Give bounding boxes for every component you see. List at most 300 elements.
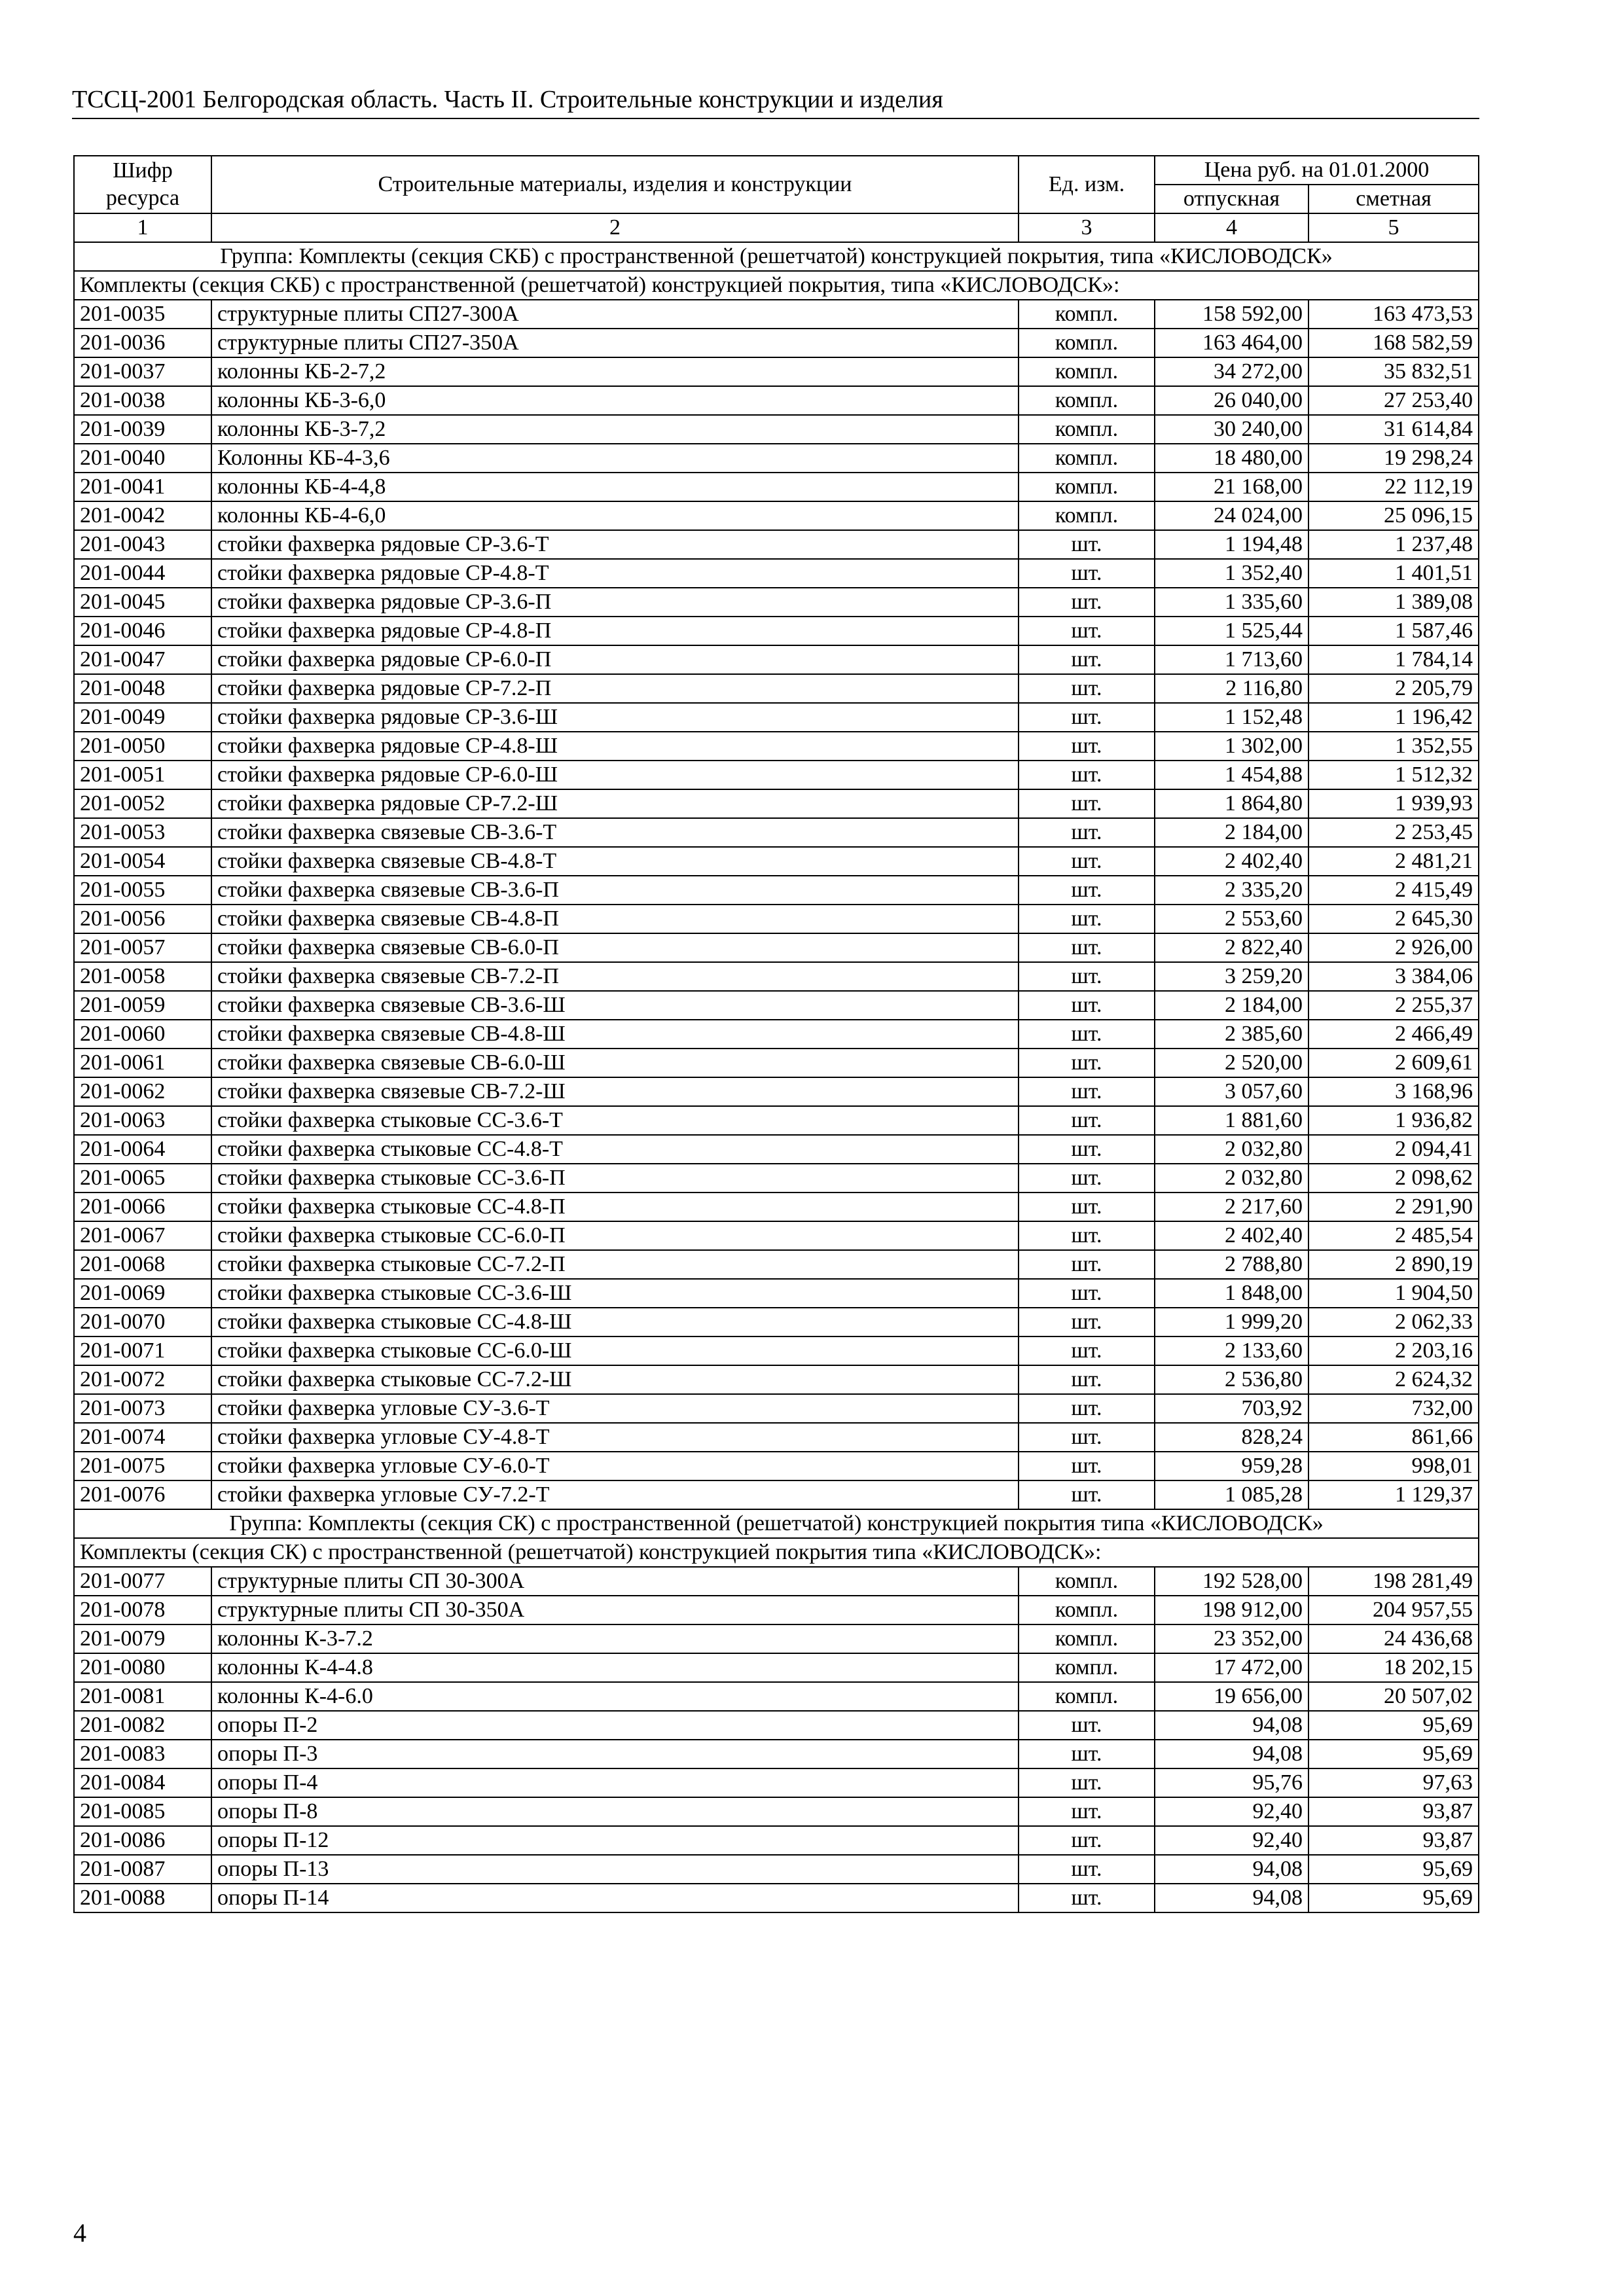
- estimate-price: 20 507,02: [1308, 1682, 1479, 1711]
- estimate-price: 2 645,30: [1308, 905, 1479, 933]
- estimate-price: 93,87: [1308, 1826, 1479, 1855]
- estimate-price: 1 936,82: [1308, 1106, 1479, 1135]
- unit: шт.: [1019, 1049, 1155, 1077]
- resource-code: 201-0087: [74, 1855, 211, 1884]
- estimate-price: 2 466,49: [1308, 1020, 1479, 1049]
- estimate-price: 168 582,59: [1308, 329, 1479, 357]
- resource-code: 201-0084: [74, 1768, 211, 1797]
- group-row: [74, 242, 1479, 271]
- unit: компл.: [1019, 1596, 1155, 1624]
- estimate-price: 1 129,37: [1308, 1480, 1479, 1509]
- estimate-price: 2 609,61: [1308, 1049, 1479, 1077]
- table-row: [74, 530, 1479, 559]
- unit: шт.: [1019, 1250, 1155, 1279]
- unit: шт.: [1019, 1423, 1155, 1452]
- table-row: [74, 674, 1479, 703]
- unit: шт.: [1019, 1711, 1155, 1740]
- item-name: колонны КБ-2-7,2: [211, 357, 1019, 386]
- table-row: [74, 1480, 1479, 1509]
- table-row: [74, 703, 1479, 732]
- resource-code: 201-0041: [74, 473, 211, 501]
- release-price: 2 520,00: [1155, 1049, 1308, 1077]
- release-price: 24 024,00: [1155, 501, 1308, 530]
- release-price: 2 184,00: [1155, 818, 1308, 847]
- estimate-price: 204 957,55: [1308, 1596, 1479, 1624]
- item-name: стойки фахверка рядовые СР-3.6-Ш: [211, 703, 1019, 732]
- unit: шт.: [1019, 905, 1155, 933]
- table-row: [74, 645, 1479, 674]
- table-row: [74, 1077, 1479, 1106]
- item-name: стойки фахверка стыковые СС-4.8-Т: [211, 1135, 1019, 1164]
- item-name: структурные плиты СП 30-350А: [211, 1596, 1019, 1624]
- resource-code: 201-0055: [74, 876, 211, 905]
- unit: шт.: [1019, 1394, 1155, 1423]
- unit: компл.: [1019, 1682, 1155, 1711]
- table-row: [74, 1855, 1479, 1884]
- item-name: стойки фахверка рядовые СР-6.0-Ш: [211, 761, 1019, 789]
- release-price: 2 184,00: [1155, 991, 1308, 1020]
- table-row: [74, 761, 1479, 789]
- estimate-price: 1 237,48: [1308, 530, 1479, 559]
- release-price: 2 553,60: [1155, 905, 1308, 933]
- table-row: [74, 1884, 1479, 1912]
- estimate-price: 2 255,37: [1308, 991, 1479, 1020]
- release-price: 703,92: [1155, 1394, 1308, 1423]
- estimate-price: 2 094,41: [1308, 1135, 1479, 1164]
- release-price: 2 032,80: [1155, 1164, 1308, 1193]
- unit: шт.: [1019, 1768, 1155, 1797]
- item-name: стойки фахверка рядовые СР-3.6-Т: [211, 530, 1019, 559]
- unit: шт.: [1019, 559, 1155, 588]
- table-row: [74, 905, 1479, 933]
- resource-code: 201-0081: [74, 1682, 211, 1711]
- table-row: [74, 415, 1479, 444]
- unit: компл.: [1019, 329, 1155, 357]
- resource-code: 201-0080: [74, 1653, 211, 1682]
- resource-code: 201-0086: [74, 1826, 211, 1855]
- table-row: [74, 329, 1479, 357]
- release-price: 94,08: [1155, 1740, 1308, 1768]
- unit: шт.: [1019, 847, 1155, 876]
- release-price: 1 302,00: [1155, 732, 1308, 761]
- column-number-row: [74, 213, 1479, 242]
- estimate-price: 93,87: [1308, 1797, 1479, 1826]
- unit: шт.: [1019, 1020, 1155, 1049]
- estimate-price: 1 401,51: [1308, 559, 1479, 588]
- estimate-price: 1 196,42: [1308, 703, 1479, 732]
- resource-code: 201-0045: [74, 588, 211, 617]
- release-price: 1 848,00: [1155, 1279, 1308, 1308]
- table-row: [74, 1452, 1479, 1480]
- release-price: 1 352,40: [1155, 559, 1308, 588]
- table-row: [74, 1768, 1479, 1797]
- estimate-price: 27 253,40: [1308, 386, 1479, 415]
- group-title: Группа: Комплекты (секция СКБ) с пространственной (решетчатой) конструкцией покрытия, типа «КИСЛОВОДСК»: [74, 242, 1479, 271]
- estimate-price: 2 203,16: [1308, 1336, 1479, 1365]
- resource-code: 201-0040: [74, 444, 211, 473]
- unit: шт.: [1019, 530, 1155, 559]
- estimate-price: 1 784,14: [1308, 645, 1479, 674]
- unit: шт.: [1019, 1077, 1155, 1106]
- release-price: 1 152,48: [1155, 703, 1308, 732]
- unit: компл.: [1019, 357, 1155, 386]
- release-price: 1 864,80: [1155, 789, 1308, 818]
- estimate-price: 18 202,15: [1308, 1653, 1479, 1682]
- item-name: стойки фахверка связевые СВ-4.8-Т: [211, 847, 1019, 876]
- item-name: стойки фахверка рядовые СР-4.8-Т: [211, 559, 1019, 588]
- column-number: 1: [74, 213, 211, 242]
- resource-code: 201-0083: [74, 1740, 211, 1768]
- estimate-price: 3 384,06: [1308, 962, 1479, 991]
- table-row: [74, 1049, 1479, 1077]
- code-column-header: Шифр ресурса: [74, 156, 211, 213]
- item-name: Колонны КБ-4-3,6: [211, 444, 1019, 473]
- item-name: стойки фахверка стыковые СС-7.2-Ш: [211, 1365, 1019, 1394]
- release-price: 959,28: [1155, 1452, 1308, 1480]
- item-name: опоры П-4: [211, 1768, 1019, 1797]
- item-name: структурные плиты СП27-350А: [211, 329, 1019, 357]
- item-name: структурные плиты СП 30-300А: [211, 1567, 1019, 1596]
- item-name: стойки фахверка угловые СУ-3.6-Т: [211, 1394, 1019, 1423]
- column-number: 2: [211, 213, 1019, 242]
- release-price: 34 272,00: [1155, 357, 1308, 386]
- resource-code: 201-0073: [74, 1394, 211, 1423]
- resource-code: 201-0070: [74, 1308, 211, 1336]
- resource-code: 201-0039: [74, 415, 211, 444]
- table-row: [74, 1423, 1479, 1452]
- table-row: [74, 1826, 1479, 1855]
- item-name: колонны К-3-7.2: [211, 1624, 1019, 1653]
- item-name: колонны КБ-3-7,2: [211, 415, 1019, 444]
- item-name: стойки фахверка стыковые СС-3.6-П: [211, 1164, 1019, 1193]
- resource-code: 201-0037: [74, 357, 211, 386]
- estimate-price: 3 168,96: [1308, 1077, 1479, 1106]
- table-row: [74, 1740, 1479, 1768]
- unit: компл.: [1019, 501, 1155, 530]
- table-row: [74, 617, 1479, 645]
- unit: шт.: [1019, 876, 1155, 905]
- item-name: колонны КБ-4-6,0: [211, 501, 1019, 530]
- item-name: колонны К-4-6.0: [211, 1682, 1019, 1711]
- release-price: 17 472,00: [1155, 1653, 1308, 1682]
- table-row: [74, 386, 1479, 415]
- release-price: 94,08: [1155, 1884, 1308, 1912]
- release-price: 30 240,00: [1155, 415, 1308, 444]
- table-row: [74, 732, 1479, 761]
- estimate-price-header: сметная: [1308, 185, 1479, 213]
- resource-code: 201-0054: [74, 847, 211, 876]
- item-name: стойки фахверка рядовые СР-4.8-Ш: [211, 732, 1019, 761]
- table-row: [74, 1308, 1479, 1336]
- unit: шт.: [1019, 1740, 1155, 1768]
- release-price: 2 217,60: [1155, 1193, 1308, 1221]
- resource-code: 201-0047: [74, 645, 211, 674]
- item-name: стойки фахверка связевые СВ-3.6-П: [211, 876, 1019, 905]
- item-name: опоры П-8: [211, 1797, 1019, 1826]
- resource-code: 201-0064: [74, 1135, 211, 1164]
- release-price: 23 352,00: [1155, 1624, 1308, 1653]
- release-price: 94,08: [1155, 1855, 1308, 1884]
- table-row: [74, 1567, 1479, 1596]
- estimate-price: 198 281,49: [1308, 1567, 1479, 1596]
- item-name: опоры П-2: [211, 1711, 1019, 1740]
- resource-code: 201-0069: [74, 1279, 211, 1308]
- unit: шт.: [1019, 674, 1155, 703]
- resource-code: 201-0053: [74, 818, 211, 847]
- estimate-price: 2 205,79: [1308, 674, 1479, 703]
- estimate-price: 2 890,19: [1308, 1250, 1479, 1279]
- item-name: стойки фахверка угловые СУ-4.8-Т: [211, 1423, 1019, 1452]
- item-name: стойки фахверка связевые СВ-3.6-Т: [211, 818, 1019, 847]
- subgroup-title: Комплекты (секция СК) с пространственной (решетчатой) конструкцией покрытия типа «КИСЛОВОДСК»:: [74, 1538, 1479, 1567]
- unit: шт.: [1019, 588, 1155, 617]
- release-price: 828,24: [1155, 1423, 1308, 1452]
- resource-code: 201-0051: [74, 761, 211, 789]
- release-price: 95,76: [1155, 1768, 1308, 1797]
- release-price: 18 480,00: [1155, 444, 1308, 473]
- unit: компл.: [1019, 444, 1155, 473]
- resource-code: 201-0035: [74, 300, 211, 329]
- resource-code: 201-0088: [74, 1884, 211, 1912]
- table-row: [74, 1394, 1479, 1423]
- item-name: стойки фахверка стыковые СС-4.8-Ш: [211, 1308, 1019, 1336]
- unit: шт.: [1019, 761, 1155, 789]
- release-price: 2 385,60: [1155, 1020, 1308, 1049]
- release-price: 19 656,00: [1155, 1682, 1308, 1711]
- resource-code: 201-0046: [74, 617, 211, 645]
- estimate-price: 95,69: [1308, 1884, 1479, 1912]
- release-price: 26 040,00: [1155, 386, 1308, 415]
- estimate-price: 2 485,54: [1308, 1221, 1479, 1250]
- item-name: колонны К-4-4.8: [211, 1653, 1019, 1682]
- subgroup-row: [74, 1538, 1479, 1567]
- unit: шт.: [1019, 1855, 1155, 1884]
- item-name: опоры П-13: [211, 1855, 1019, 1884]
- resource-code: 201-0078: [74, 1596, 211, 1624]
- estimate-price: 22 112,19: [1308, 473, 1479, 501]
- estimate-price: 732,00: [1308, 1394, 1479, 1423]
- unit: шт.: [1019, 1221, 1155, 1250]
- release-price: 2 402,40: [1155, 847, 1308, 876]
- item-name: колонны КБ-4-4,8: [211, 473, 1019, 501]
- resource-code: 201-0068: [74, 1250, 211, 1279]
- unit: шт.: [1019, 1106, 1155, 1135]
- unit: шт.: [1019, 732, 1155, 761]
- estimate-price: 2 481,21: [1308, 847, 1479, 876]
- unit: шт.: [1019, 703, 1155, 732]
- estimate-price: 1 389,08: [1308, 588, 1479, 617]
- estimate-price: 95,69: [1308, 1740, 1479, 1768]
- table-row: [74, 1135, 1479, 1164]
- release-price: 2 032,80: [1155, 1135, 1308, 1164]
- table-row: [74, 876, 1479, 905]
- unit: шт.: [1019, 962, 1155, 991]
- estimate-price: 95,69: [1308, 1711, 1479, 1740]
- release-price: 2 335,20: [1155, 876, 1308, 905]
- unit: шт.: [1019, 1336, 1155, 1365]
- table-row: [74, 1653, 1479, 1682]
- resource-code: 201-0065: [74, 1164, 211, 1193]
- unit: компл.: [1019, 415, 1155, 444]
- table-row: [74, 818, 1479, 847]
- release-price: 1 525,44: [1155, 617, 1308, 645]
- table-row: [74, 1250, 1479, 1279]
- price-column-header: Цена руб. на 01.01.2000: [1155, 156, 1479, 185]
- unit: шт.: [1019, 1884, 1155, 1912]
- table-row: [74, 1596, 1479, 1624]
- unit: шт.: [1019, 1135, 1155, 1164]
- resource-code: 201-0071: [74, 1336, 211, 1365]
- item-name: опоры П-12: [211, 1826, 1019, 1855]
- table-row: [74, 473, 1479, 501]
- release-price: 1 335,60: [1155, 588, 1308, 617]
- table-row: [74, 1279, 1479, 1308]
- item-name: стойки фахверка рядовые СР-6.0-П: [211, 645, 1019, 674]
- estimate-price: 1 939,93: [1308, 789, 1479, 818]
- unit: компл.: [1019, 300, 1155, 329]
- resource-code: 201-0075: [74, 1452, 211, 1480]
- item-name: стойки фахверка стыковые СС-3.6-Т: [211, 1106, 1019, 1135]
- item-name: стойки фахверка рядовые СР-7.2-П: [211, 674, 1019, 703]
- estimate-price: 1 904,50: [1308, 1279, 1479, 1308]
- release-price: 163 464,00: [1155, 329, 1308, 357]
- estimate-price: 2 062,33: [1308, 1308, 1479, 1336]
- release-price: 1 881,60: [1155, 1106, 1308, 1135]
- release-price: 92,40: [1155, 1797, 1308, 1826]
- release-price: 3 259,20: [1155, 962, 1308, 991]
- table-row: [74, 847, 1479, 876]
- item-name: стойки фахверка рядовые СР-4.8-П: [211, 617, 1019, 645]
- unit: шт.: [1019, 1452, 1155, 1480]
- item-name: стойки фахверка рядовые СР-3.6-П: [211, 588, 1019, 617]
- unit: шт.: [1019, 645, 1155, 674]
- resource-code: 201-0074: [74, 1423, 211, 1452]
- item-name: стойки фахверка стыковые СС-7.2-П: [211, 1250, 1019, 1279]
- item-name: стойки фахверка связевые СВ-7.2-П: [211, 962, 1019, 991]
- unit: шт.: [1019, 1480, 1155, 1509]
- unit: шт.: [1019, 933, 1155, 962]
- item-name: стойки фахверка связевые СВ-4.8-П: [211, 905, 1019, 933]
- resource-code: 201-0050: [74, 732, 211, 761]
- estimate-price: 25 096,15: [1308, 501, 1479, 530]
- unit-column-header: Ед. изм.: [1019, 156, 1155, 213]
- table-row: [74, 1106, 1479, 1135]
- resource-code: 201-0044: [74, 559, 211, 588]
- item-name: стойки фахверка связевые СВ-7.2-Ш: [211, 1077, 1019, 1106]
- estimate-price: 2 291,90: [1308, 1193, 1479, 1221]
- table-row: [74, 300, 1479, 329]
- release-price: 2 822,40: [1155, 933, 1308, 962]
- table-row: [74, 588, 1479, 617]
- release-price: 21 168,00: [1155, 473, 1308, 501]
- column-number: 5: [1308, 213, 1479, 242]
- item-name: стойки фахверка стыковые СС-3.6-Ш: [211, 1279, 1019, 1308]
- resource-code: 201-0063: [74, 1106, 211, 1135]
- item-name: стойки фахверка связевые СВ-3.6-Ш: [211, 991, 1019, 1020]
- release-price: 2 116,80: [1155, 674, 1308, 703]
- unit: шт.: [1019, 1308, 1155, 1336]
- unit: компл.: [1019, 473, 1155, 501]
- resource-code: 201-0057: [74, 933, 211, 962]
- release-price: 1 194,48: [1155, 530, 1308, 559]
- table-row: [74, 991, 1479, 1020]
- unit: компл.: [1019, 1624, 1155, 1653]
- release-price: 1 999,20: [1155, 1308, 1308, 1336]
- estimate-price: 861,66: [1308, 1423, 1479, 1452]
- item-name: стойки фахверка угловые СУ-6.0-Т: [211, 1452, 1019, 1480]
- unit: шт.: [1019, 991, 1155, 1020]
- group-row: [74, 1509, 1479, 1538]
- table-row: [74, 1797, 1479, 1826]
- release-price: 3 057,60: [1155, 1077, 1308, 1106]
- item-name: стойки фахверка стыковые СС-6.0-П: [211, 1221, 1019, 1250]
- unit: компл.: [1019, 1567, 1155, 1596]
- table-row: [74, 1193, 1479, 1221]
- name-column-header: Строительные материалы, изделия и конструкции: [211, 156, 1019, 213]
- unit: компл.: [1019, 1653, 1155, 1682]
- unit: шт.: [1019, 1797, 1155, 1826]
- table-row: [74, 962, 1479, 991]
- release-price: 158 592,00: [1155, 300, 1308, 329]
- resource-code: 201-0077: [74, 1567, 211, 1596]
- estimate-price: 97,63: [1308, 1768, 1479, 1797]
- resource-code: 201-0043: [74, 530, 211, 559]
- estimate-price: 95,69: [1308, 1855, 1479, 1884]
- resource-code: 201-0049: [74, 703, 211, 732]
- unit: шт.: [1019, 1279, 1155, 1308]
- estimate-price: 2 926,00: [1308, 933, 1479, 962]
- resource-code: 201-0042: [74, 501, 211, 530]
- estimate-price: 998,01: [1308, 1452, 1479, 1480]
- release-price: 2 133,60: [1155, 1336, 1308, 1365]
- resource-code: 201-0060: [74, 1020, 211, 1049]
- resource-code: 201-0056: [74, 905, 211, 933]
- unit: шт.: [1019, 818, 1155, 847]
- resource-code: 201-0062: [74, 1077, 211, 1106]
- item-name: стойки фахверка угловые СУ-7.2-Т: [211, 1480, 1019, 1509]
- item-name: колонны КБ-3-6,0: [211, 386, 1019, 415]
- release-price: 2 536,80: [1155, 1365, 1308, 1394]
- table-row: [74, 1711, 1479, 1740]
- unit: шт.: [1019, 789, 1155, 818]
- table-row: [74, 501, 1479, 530]
- release-price: 1 454,88: [1155, 761, 1308, 789]
- resource-code: 201-0085: [74, 1797, 211, 1826]
- unit: шт.: [1019, 617, 1155, 645]
- subgroup-row: [74, 271, 1479, 300]
- table-row: [74, 1336, 1479, 1365]
- resource-code: 201-0048: [74, 674, 211, 703]
- table-row: [74, 1682, 1479, 1711]
- table-row: [74, 1365, 1479, 1394]
- item-name: структурные плиты СП27-300А: [211, 300, 1019, 329]
- release-price-header: отпускная: [1155, 185, 1308, 213]
- resource-code: 201-0038: [74, 386, 211, 415]
- resource-code: 201-0066: [74, 1193, 211, 1221]
- estimate-price: 1 587,46: [1308, 617, 1479, 645]
- item-name: стойки фахверка связевые СВ-6.0-П: [211, 933, 1019, 962]
- release-price: 2 402,40: [1155, 1221, 1308, 1250]
- table-row: [74, 1164, 1479, 1193]
- estimate-price: 163 473,53: [1308, 300, 1479, 329]
- resource-code: 201-0067: [74, 1221, 211, 1250]
- table-head: [74, 156, 1479, 242]
- unit: шт.: [1019, 1193, 1155, 1221]
- release-price: 2 788,80: [1155, 1250, 1308, 1279]
- resource-code: 201-0082: [74, 1711, 211, 1740]
- table-row: [74, 789, 1479, 818]
- estimate-price: 24 436,68: [1308, 1624, 1479, 1653]
